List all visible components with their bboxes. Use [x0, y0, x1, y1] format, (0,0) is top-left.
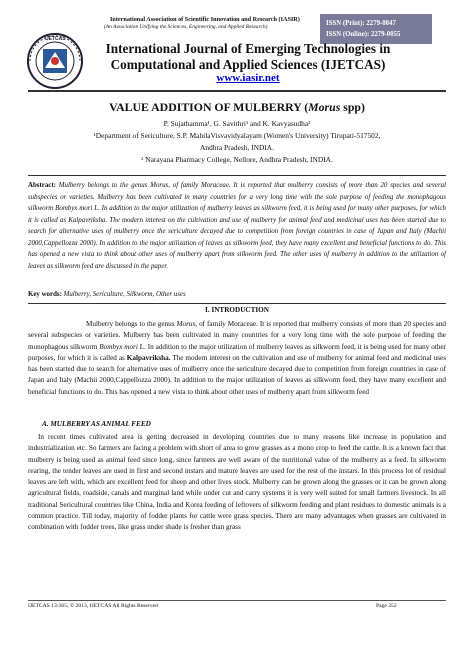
journal-title: International Journal of Emerging Technologies in Computational and Applied Sciences (IJETCAS) — [105, 41, 391, 72]
intro-p1-bombyx: Bombyx mori — [99, 342, 138, 351]
abstract — [28, 180, 446, 272]
intro-p1-b: , of family Moraceae. It is reported that mulberry consists of more than 20 species and several subspecies or varieties. Mulberry has been cultivated in many countries for a very long time with the sole purpose of feeding the monophagous silkworm — [28, 320, 447, 351]
subsection-heading-animal-feed: A. MULBERRY AS ANIMAL FEED — [42, 420, 151, 428]
keywords — [28, 291, 446, 298]
keywords-divider — [28, 303, 446, 304]
affiliation-1: ¹Department of Sericulture, S.P. MahilaVisvavidyalayam (Women's University) Tirupati-517502, — [93, 131, 381, 140]
abstract-divider — [28, 175, 446, 176]
keywords-text: Mulberry, Sericulture, Silkworm, Other uses — [63, 291, 186, 298]
intro-p1-c: L. In addition to the major utilization of mulberry leaves as silkworm feed, it is being used for many other purposes, for which it is called as — [28, 342, 446, 362]
footer-divider — [28, 600, 446, 601]
paper-title-main: VALUE ADDITION OF MULBERRY ( — [109, 100, 309, 114]
affiliation-1-location: Andhra Pradesh, INDIA. — [200, 143, 274, 152]
paper-title — [0, 100, 474, 115]
intro-p1-a: Mulberry belongs to the genus — [86, 320, 177, 328]
association-subtitle: (An Association Unifying the Sciences, Engineering, and Applied Research) — [104, 24, 268, 30]
intro-p1-morus: Morus — [176, 320, 196, 328]
intro-p1-d: The modern interest on the cultivation and use of mulberry for animal feed and medicinal uses has been started due to search for alternative uses of mulberry once the sericulture decayed due to competition from foreign countries in case of Japan and Italy (Machii 2000,Cappellozza 2000). In addition to the major utilization of leaves as silkworm feed, they have many excellent and beneficial functions to do. This has opened a new vista to think about other uses of mulberry apart from silkworm feed — [28, 353, 446, 396]
authors: P. Sujathamma¹, G. Savithri¹ and K. Kavyasudha² — [163, 119, 311, 128]
paper-title-end: spp) — [340, 100, 365, 114]
association-name: International Association of Scientific Innovation and Research (IASIR) — [110, 16, 300, 23]
paper-title-genus: Morus — [308, 100, 341, 114]
logo-lettering: IJETCAS — [44, 36, 66, 42]
intro-paragraph-1 — [28, 319, 446, 398]
affiliation-2: ² Narayana Pharmacy College, Nellore, Andhra Pradesh, INDIA. — [141, 155, 333, 164]
footer-page-number: Page 352 — [376, 603, 397, 609]
abstract-label: Abstract: — [28, 182, 56, 189]
issn-print: ISSN (Print): 2279-0047 — [326, 20, 396, 27]
intro-paragraph-2: In recent times cultivated area is getting decreased in developing countries due to many reasons like increase in population and industrialization etc. So farmers are facing a problem with short of area to grow grasses as a mono crop to feed the cattle. It is a known fact that mulberry is being used as animal feed since long, since farmers are well aware of the nutritional value of the mulberry as a feed. In silkworm rearing, the tender leaves are used in first and second instars and mature leaves are used for the rest of the instars. In this process lot of residual leaves are left with, which are excellent feed for sheep and other lives stock. Mulberry can be grown along the grasses or it can be grown along agricultural fields, roadside, canals and marginal land while under cut and carry systems it is very well suited for small farmers livestock. In all traditional Sericultural countries like China, India and Korea feeding of leftovers of silkworm feeding and plant residues to domestic animals is a common practice. Till today, majority of fodder plants for cattle were grass species. There are many advantages when grasses are cultivated in combination with fodder trees, like grass under shade is fresher than grass — [28, 433, 446, 532]
footer-copyright: IJETCAS 13-365; © 2013, IJETCAS All Rights Reserved — [28, 603, 158, 609]
issn-online: ISSN (Online): 2279-0055 — [326, 31, 401, 38]
header-divider — [28, 90, 446, 92]
intro-p1-kalpa: Kalpavriksha. — [126, 353, 171, 362]
issn-box — [320, 14, 432, 44]
keywords-label: Key words: — [28, 291, 62, 298]
journal-logo — [26, 30, 84, 92]
section-heading-introduction: I. INTRODUCTION — [205, 306, 269, 314]
abstract-text: Mulberry belongs to the genus Morus, of family Moraceae. It is reported that mulberry consists of more than 20 species and several subspecies or varieties. Mulberry has been cultivated in many countries for a very long time with the sole purpose of feeding the monophagous silkworm Bombyx mori L. In addition to the major utilization of mulberry leaves as silkworm feed, it is being used for many other purposes, for which it is called as Kalpavriksha. The modern interest on the cultivation and use of mulberry for animal feed and medicinal uses has been started due to search for alternative uses of mulberry once the sericulture decayed due to competition from foreign countries in case of Japan and Italy (Machii 2000,Cappellozza 2000). In addition to the major utilization of leaves as silkworm feed, they have many excellent and beneficial functions to do. This has opened a new vista to think about other uses of mulberry apart from silkworm feed. The other uses of mulberry in addition to the utilization of leaves as silkworm feed are discussed in the paper. — [28, 182, 446, 270]
journal-url-link[interactable]: www.iasir.net — [216, 72, 280, 84]
